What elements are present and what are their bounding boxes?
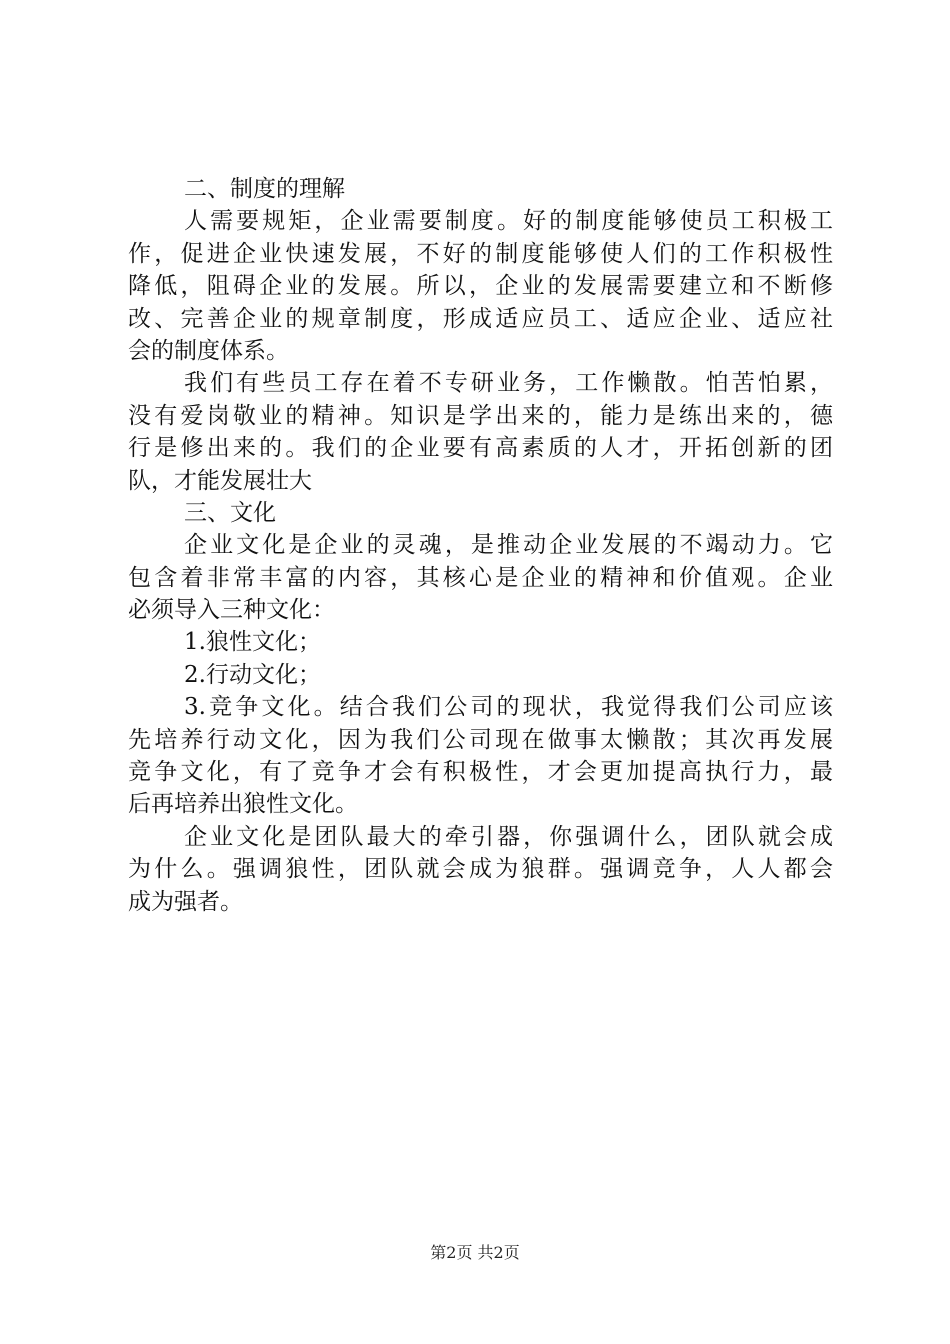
- text-line: 必须导入三种文化：: [128, 597, 335, 624]
- text-line: 企业文化是企业的灵魂，是推动企业发展的不竭动力。它: [184, 532, 833, 559]
- text-line: 作，促进企业快速发展，不好的制度能够使人们的工作积极性: [128, 240, 833, 267]
- text-line: 会的制度体系。: [128, 337, 289, 364]
- text-line: 包含着非常丰富的内容，其核心是企业的精神和价值观。企业: [128, 564, 833, 591]
- text-line: 1.狼性文化；: [184, 629, 321, 656]
- text-line: 企业文化是团队最大的牵引器，你强调什么，团队就会成: [184, 823, 833, 850]
- text-line: 3.竞争文化。结合我们公司的现状，我觉得我们公司应该: [184, 694, 833, 721]
- text-line: 改、完善企业的规章制度，形成适应员工、适应企业、适应社: [128, 305, 833, 332]
- text-line: 先培养行动文化，因为我们公司现在做事太懒散；其次再发展: [128, 726, 833, 753]
- text-line: 为什么。强调狼性，团队就会成为狼群。强调竞争，人人都会: [128, 856, 833, 883]
- page-number-label: 第2页 共2页: [430, 1243, 520, 1262]
- text-line: 人需要规矩，企业需要制度。好的制度能够使员工积极工: [184, 208, 833, 235]
- text-line: 三、文化: [184, 499, 276, 526]
- text-line: 行是修出来的。我们的企业要有高素质的人才，开拓创新的团: [128, 435, 833, 462]
- text-line: 成为强者。: [128, 888, 243, 915]
- text-line: 后再培养出狼性文化。: [128, 791, 358, 818]
- text-line: 我们有些员工存在着不专研业务，工作懒散。怕苦怕累，: [184, 370, 833, 397]
- text-line: 2.行动文化；: [184, 661, 321, 688]
- text-line: 降低，阻碍企业的发展。所以，企业的发展需要建立和不断修: [128, 273, 833, 300]
- text-line: 没有爱岗敬业的精神。知识是学出来的，能力是练出来的，德: [128, 402, 833, 429]
- page-footer: [0, 1243, 950, 1263]
- document-body: [128, 173, 833, 918]
- text-line: 二、制度的理解: [184, 176, 345, 202]
- text-line: 竞争文化，有了竞争才会有积极性，才会更加提高执行力，最: [128, 759, 833, 786]
- text-line: 队，才能发展壮大: [128, 467, 312, 494]
